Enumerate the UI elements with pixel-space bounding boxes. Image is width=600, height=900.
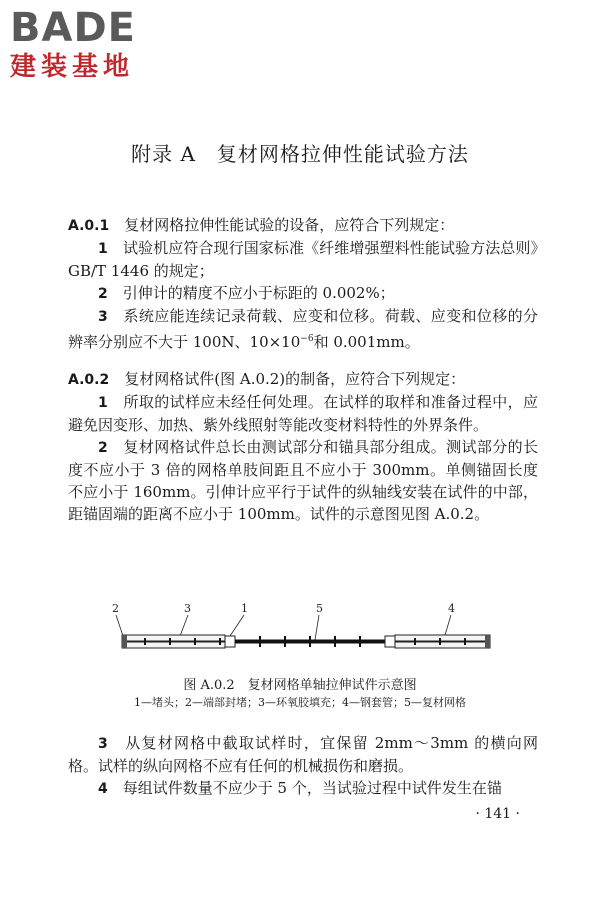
- left-end-plug: [122, 635, 127, 648]
- callout-label-2: 2: [112, 602, 119, 615]
- section-a01: [68, 214, 538, 353]
- clause-text: 所取的试样应未经任何处理。在试样的取样和准备过程中，应避免因变形、加热、紫外线照射等能改变材料特性的外界条件。: [68, 393, 538, 434]
- section-a02-intro: [68, 368, 538, 391]
- leader-line-1: [230, 615, 244, 636]
- right-end-cap: [385, 636, 395, 647]
- callout-label-5: 5: [316, 602, 323, 615]
- logo-wordmark: BADE: [10, 5, 136, 51]
- clause-a02-1: [68, 391, 538, 436]
- leader-line-3: [180, 615, 188, 636]
- clause-number: 3: [98, 309, 108, 325]
- clause-number: 1: [98, 395, 108, 411]
- figure-caption: 图 A.0.2 复材网格单轴拉伸试件示意图: [183, 678, 417, 693]
- section-number: A.0.2: [68, 372, 110, 388]
- callout-label-3: 3: [184, 602, 191, 615]
- left-end-cap: [225, 636, 235, 647]
- clause-number: 2: [98, 440, 108, 456]
- clause-text: 每组试件数量不应少于 5 个，当试验过程中试件发生在锚: [122, 779, 502, 797]
- clause-text-tail: 和 0.001mm。: [313, 333, 420, 351]
- clause-number: 1: [98, 241, 108, 257]
- clause-text: 从复材网格中截取试样时，宜保留 2mm～3mm 的横向网格。试样的纵向网格不应有任何的机械损伤和磨损。: [68, 734, 538, 775]
- clause-number: 2: [98, 286, 108, 302]
- exponent: −6: [300, 334, 314, 344]
- page-number: · 141 ·: [475, 806, 520, 822]
- section-intro-text: 复材网格试件(图 A.0.2)的制备，应符合下列规定：: [124, 370, 466, 388]
- specimen-diagram: [100, 598, 510, 658]
- leader-line-4: [445, 615, 451, 635]
- section-a02: [68, 368, 538, 525]
- clause-a02-2: [68, 436, 538, 525]
- clause-text: 系统应能连续记录荷载、应变和位移。荷载、应变和位移的分辨率分别应不大于 100N、10×10: [68, 307, 538, 351]
- clause-a02-3: [68, 732, 538, 777]
- section-intro-text: 复材网格拉伸性能试验的设备，应符合下列规定：: [124, 216, 455, 234]
- section-a02-continued: [68, 732, 538, 800]
- clause-a01-1: [68, 237, 538, 282]
- section-a01-intro: [68, 214, 538, 237]
- appendix-heading: 附录 A 复材网格拉伸性能试验方法: [131, 142, 469, 166]
- clause-a01-2: [68, 282, 538, 305]
- right-end-plug: [485, 635, 490, 648]
- callout-label-4: 4: [448, 602, 455, 615]
- callout-label-1: 1: [241, 602, 248, 615]
- clause-number: 3: [98, 736, 108, 752]
- clause-a02-4: [68, 777, 538, 800]
- clause-text: 试验机应符合现行国家标准《纤维增强塑料性能试验方法总则》GB/T 1446 的规定；: [68, 239, 538, 280]
- leader-line-5: [315, 615, 319, 640]
- bade-logo: [10, 6, 180, 82]
- clause-text: 引伸计的精度不应小于标距的 0.002%；: [122, 284, 395, 302]
- clause-a01-3: [68, 305, 538, 353]
- logo-subtitle: 建装基地: [10, 52, 135, 82]
- figure-legend: 1—堵头；2—端部封堵；3—环氧胶填充；4—钢套管；5—复材网格: [134, 696, 466, 709]
- clause-text: 复材网格试件总长由测试部分和锚具部分组成。测试部分的长度不应小于 3 倍的网格单肢间距且不应小于 300mm。单侧锚固长度不应小于 160mm。引伸计应平行于试件的纵轴线安装在试件的中部，距锚固端的距离不应小于 100mm。试件的示意图见图 A.0.2。: [68, 438, 538, 523]
- section-number: A.0.1: [68, 218, 110, 234]
- clause-number: 4: [98, 781, 108, 797]
